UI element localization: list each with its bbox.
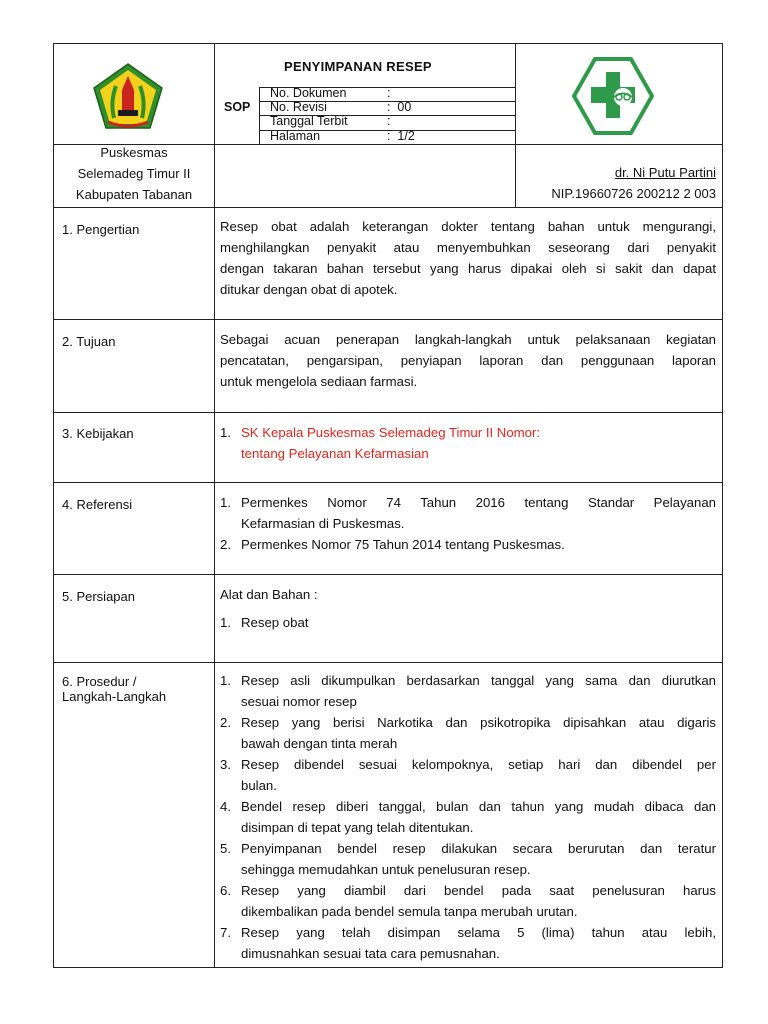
section-title-pengertian: 1. Pengertian [62, 222, 140, 237]
section-body-referensi [220, 492, 716, 555]
org-line: Kabupaten Tabanan [75, 187, 193, 202]
text-line: Resep dibendel sesuai kelompoknya, setiap hari dan dibendel per [241, 757, 716, 772]
sop-document [53, 43, 723, 968]
section-title-persiapan: 5. Persiapan [62, 589, 135, 604]
meta-label-revisi: No. Revisi [270, 100, 327, 114]
meta-label-tanggal: Tanggal Terbit [270, 114, 348, 128]
list-number: 1. [220, 673, 231, 688]
persiapan-intro: Alat dan Bahan : [220, 587, 318, 602]
text-line: dikembalikan pada bendel semula tanpa merubah urutan. [241, 904, 578, 919]
text-line: disimpan di tepat yang telah ditentukan. [241, 820, 474, 835]
signatory-name: dr. Ni Putu Partini [614, 165, 716, 180]
puskesmas-logo [571, 56, 655, 136]
text-line: Permenkes Nomor 74 Tahun 2016 tentang Standar Pelayanan [241, 495, 716, 510]
list-number: 2. [220, 715, 231, 730]
signatory-nip: NIP.19660726 200212 2 003 [551, 186, 716, 201]
list-item [220, 712, 716, 754]
text-line: Sebagai acuan penerapan langkah-langkah untuk pelaksanaan kegiatan [220, 332, 716, 347]
list-item [220, 492, 716, 534]
row-divider-5 [54, 662, 722, 663]
list-item [220, 612, 716, 633]
policy-line: SK Kepala Puskesmas Selemadeg Timur II Nomor: [241, 425, 541, 440]
list-item [220, 422, 716, 464]
sop-label: SOP [224, 100, 251, 114]
row-divider-3 [54, 482, 722, 483]
list-item [220, 754, 716, 796]
text-line: Bendel resep diberi tanggal, bulan dan tahun yang mudah dibaca dan [241, 799, 716, 814]
list-item [220, 880, 716, 922]
document-title: PENYIMPANAN RESEP [284, 59, 432, 74]
signatory-block [515, 162, 716, 204]
meta-value-tanggal: : [387, 114, 391, 128]
meta-label-halaman: Halaman [270, 129, 321, 143]
section-title-line: 6. Prosedur / [62, 674, 137, 689]
text-line: ditukar dengan obat di apotek. [220, 282, 398, 297]
text-line: Resep obat adalah keterangan dokter tentang bahan untuk mengurangi, [220, 219, 716, 234]
text-line: Resep yang telah disimpan selama 5 (lima) tahun atau lebih, [241, 925, 716, 940]
kabupaten-emblem [92, 62, 164, 132]
list-number: 4. [220, 799, 231, 814]
list-item [220, 838, 716, 880]
policy-line: tentang Pelayanan Kefarmasian [241, 446, 429, 461]
text-line: Resep yang diambil dari bendel pada saat penelusuran harus [241, 883, 716, 898]
text-line: dengan takaran bahan tersebut yang harus dipakai oleh si sakit dan dapat [220, 261, 716, 276]
section-title-prosedur [62, 674, 166, 704]
text-line: untuk mengelola sediaan farmasi. [220, 374, 418, 389]
section-body-tujuan [220, 329, 716, 392]
section-title-kebijakan: 3. Kebijakan [62, 426, 134, 441]
row-divider-4 [54, 574, 722, 575]
text-line: Permenkes Nomor 75 Tahun 2014 tentang Puskesmas. [241, 537, 565, 552]
text-line: Resep asli dikumpulkan berdasarkan tanggal yang sama dan diurutkan [241, 673, 716, 688]
header-bottom-divider [54, 207, 722, 208]
list-number: 5. [220, 841, 231, 856]
section-title-referensi: 4. Referensi [62, 497, 133, 512]
text-line: sehingga memudahkan untuk penelusuran resep. [241, 862, 531, 877]
text-line: Resep obat [241, 615, 309, 630]
list-item [220, 796, 716, 838]
organization-name [54, 142, 214, 205]
list-number: 7. [220, 925, 231, 940]
text-line: sesuai nomor resep [241, 694, 357, 709]
label-column-divider [214, 44, 215, 968]
list-number: 1. [220, 615, 231, 630]
text-line: bawah dengan tinta merah [241, 736, 398, 751]
section-body-pengertian [220, 216, 716, 300]
text-line: Resep yang berisi Narkotika dan psikotropika dipisahkan atau digaris [241, 715, 716, 730]
list-number: 1. [220, 495, 231, 510]
text-line: dimusnahkan sesuai tata cara pemusnahan. [241, 946, 500, 961]
text-line: Kefarmasian di Puskesmas. [241, 516, 405, 531]
text-line: Penyimpanan bendel resep dilakukan secara berurutan dan teratur [241, 841, 716, 856]
list-item [220, 534, 716, 555]
section-title-line: Langkah-Langkah [62, 689, 167, 704]
org-line: Puskesmas [100, 145, 168, 160]
text-line: bulan. [241, 778, 277, 793]
section-body-kebijakan [220, 422, 716, 464]
section-body-prosedur [220, 670, 716, 964]
section-body-persiapan [220, 584, 716, 633]
list-number: 6. [220, 883, 231, 898]
meta-value-halaman: : 1/2 [387, 129, 415, 143]
list-number: 2. [220, 537, 231, 552]
row-divider-1 [54, 319, 722, 320]
section-title-tujuan: 2. Tujuan [62, 334, 116, 349]
list-number: 3. [220, 757, 231, 772]
meta-value-revisi: : 00 [387, 100, 412, 114]
row-divider-2 [54, 412, 722, 413]
list-item [220, 922, 716, 964]
meta-value-dokumen: : [387, 86, 391, 100]
list-number: 1. [220, 425, 231, 440]
text-line: pencatatan, pengarsipan, penyiapan laporan dan penggunaan laporan [220, 353, 716, 368]
text-line: menghilangkan penyakit atau menyembuhkan seseorang dari penyakit [220, 240, 716, 255]
list-item [220, 670, 716, 712]
org-line: Selemadeg Timur II [77, 166, 191, 181]
meta-label-dokumen: No. Dokumen [270, 86, 347, 100]
